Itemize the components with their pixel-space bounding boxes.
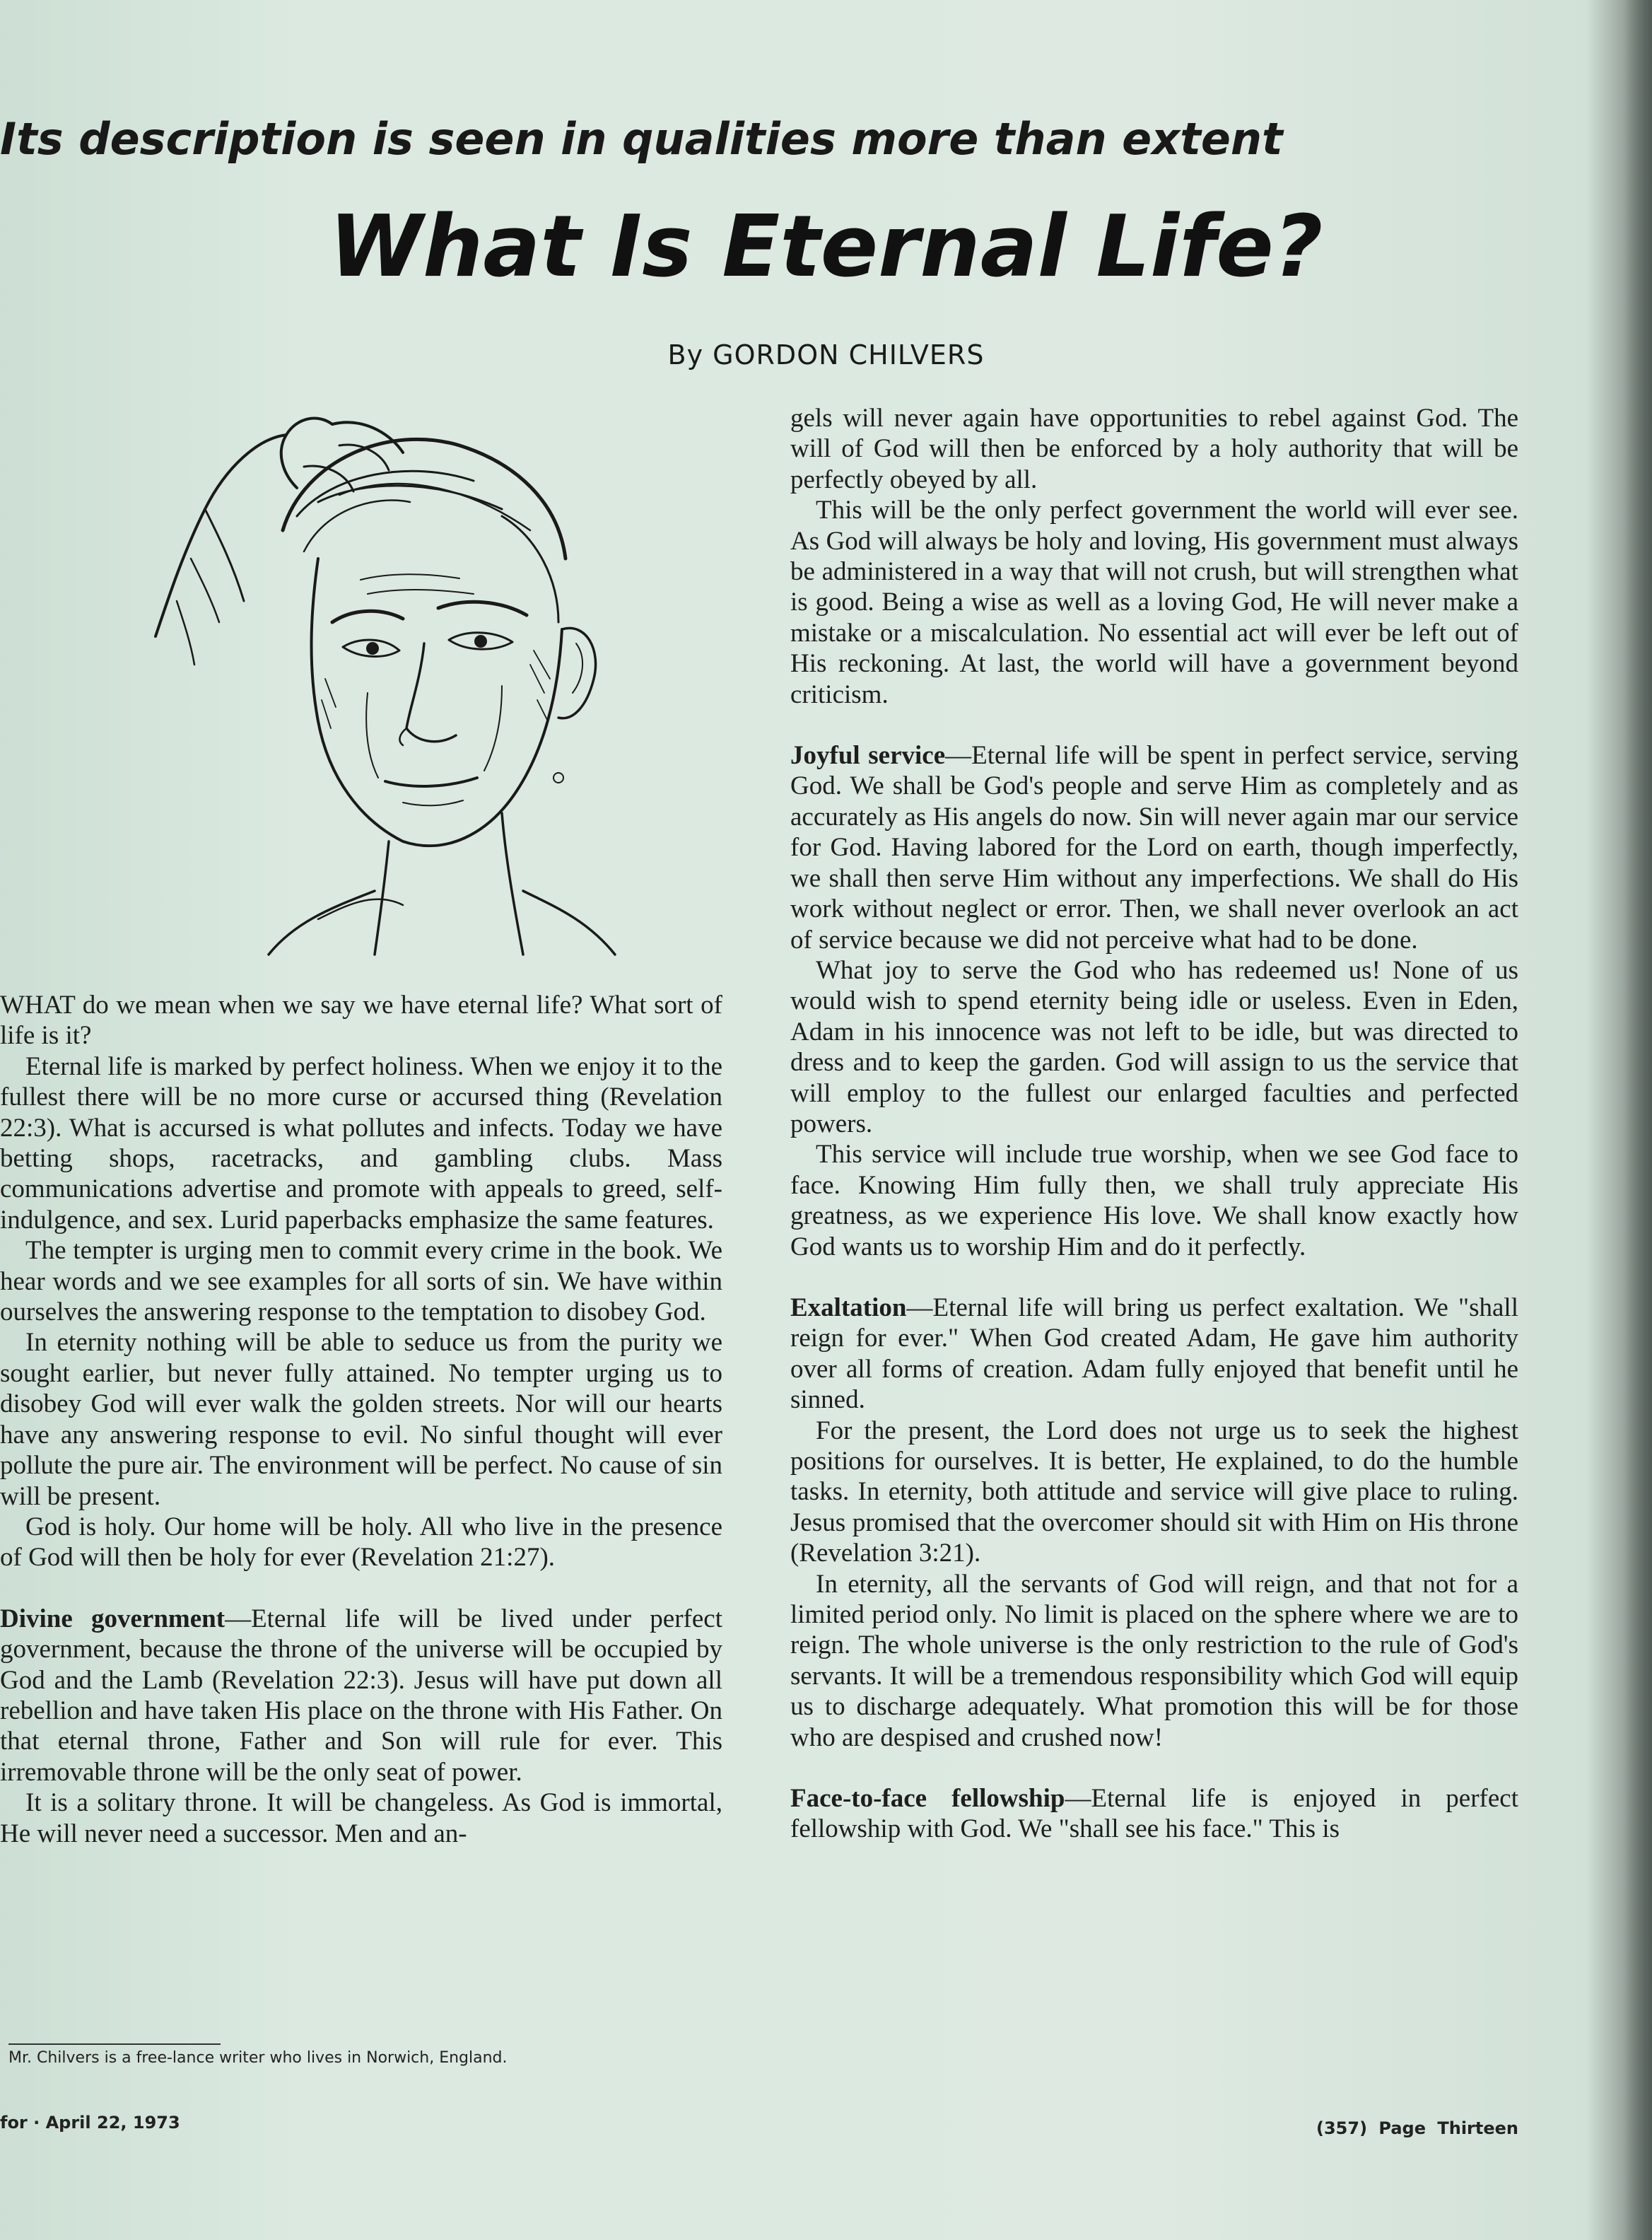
paragraph: WHAT do we mean when we say we have eternal life? What sort of life is it? xyxy=(0,991,722,1051)
section-paragraph xyxy=(790,1783,1518,1845)
article-kicker: Its description is seen in qualities more than extent xyxy=(0,113,1283,165)
paragraph: God is holy. Our home will be holy. All who live in the presence of God will then be holy for ever (Revelation 21:27). xyxy=(0,1512,722,1573)
man-face-sketch-illustration xyxy=(106,396,629,962)
paragraph: For the present, the Lord does not urge us to seek the highest positions for ourselves. It is better, He explained, to do the humble tasks. In eternity, both attitude and service will give place to ruling. Jesus promised that the overcomer should sit with Him on His throne (Revelation 3:21). xyxy=(790,1416,1518,1568)
paragraph: This service will include true worship, when we see God face to face. Knowing Him fully then, we shall truly appreciate His greatness, as we experience His love. We shall know exactly how God wants us to worship Him and do it perfectly. xyxy=(790,1140,1518,1261)
section-heading: Joyful service xyxy=(790,741,946,771)
page-edge-shadow xyxy=(1624,0,1652,2240)
paragraph: In eternity, all the servants of God will reign, and that not for a limited period only. No limit is placed on the sphere where we are to reign. The whole universe is the only restriction to the rule of God's servants. It will be a tremendous responsibility which God will equip us to discharge adequately. What promotion this will be for those who are despised and crushed now! xyxy=(790,1569,1518,1752)
article-byline: By GORDON CHILVERS xyxy=(667,339,985,371)
paragraph: gels will never again have opportunities to rebel against God. The will of God will then be enforced by a holy authority that will be perfectly obeyed by all. xyxy=(790,404,1518,494)
footnote-divider xyxy=(8,2043,221,2045)
left-text-column xyxy=(0,990,722,1849)
article-title: What Is Eternal Life? xyxy=(329,198,1323,296)
section-heading: Exaltation xyxy=(790,1293,907,1322)
paragraph: Eternal life is marked by perfect holiness. When we enjoy it to the fullest there will be no more curse or accursed thing (Revelation 22:3). What is accursed is what pollutes and infects. Today we have betting shops, racetracks, and gambling clubs. Mass communications advertise and promote with appeals to greed, self-indulgence, and sex. Lurid paperbacks emphasize the same features. xyxy=(0,1051,722,1235)
section-paragraph xyxy=(790,740,1518,955)
section-text: —Eternal life will be spent in perfect service, serving God. We shall be God's people and serve Him as completely and as accurately as His angels do now. Sin will never again mar our service for God. Having labored for the Lord on earth, though imperfectly, we shall then serve Him without any imperfections. We shall do His work without neglect or error. Then, we shall never overlook an act of service because we did not perceive what had to be done. xyxy=(790,741,1518,955)
section-paragraph xyxy=(790,1293,1518,1416)
issue-date: for · April 22, 1973 xyxy=(0,2113,180,2133)
section-text: —Eternal life will be lived under perfect government, because the throne of the universe will be occupied by God and the Lamb (Revelation 22:3). Jesus will have put down all rebellion and have taken His place on the throne with His Father. On that eternal throne, Father and Son will rule for ever. This irremovable throne will be the only seat of power. xyxy=(0,1604,722,1787)
paragraph: In eternity nothing will be able to seduce us from the purity we sought earlier, but never fully attained. No tempter urging us to disobey God will ever walk the golden streets. Nor will our hearts have any answering response to evil. No sinful thought will ever pollute the pure air. The environment will be perfect. No cause of sin will be present. xyxy=(0,1328,722,1511)
paragraph: What joy to serve the God who has redeemed us! None of us would wish to spend eternity being idle or useless. Even in Eden, Adam in his innocence was not left to be idle, but was directed to dress and to keep the garden. God will assign to us the service that will employ to the fullest our enlarged faculties and perfected powers. xyxy=(790,955,1518,1138)
author-footnote: Mr. Chilvers is a free-lance writer who lives in Norwich, England. xyxy=(8,2049,508,2067)
section-paragraph xyxy=(0,1604,722,1787)
section-text: —Eternal life will bring us perfect exaltation. We "shall reign for ever." When God created Adam, He gave him authority over all forms of creation. Adam fully enjoyed that benefit until he sinned. xyxy=(790,1293,1518,1415)
section-heading: Divine government xyxy=(0,1604,225,1633)
paragraph: The tempter is urging men to commit every crime in the book. We hear words and we see examples for all sorts of sin. We have within ourselves the answering response to the temptation to disobey God. xyxy=(0,1236,722,1327)
section-heading: Face-to-face fellowship xyxy=(790,1784,1065,1814)
right-text-column xyxy=(790,403,1518,1845)
paragraph: This will be the only perfect government the world will ever see. As God will always be holy and loving, His government must always be administered in a way that will not crush, but will strengthen what is good. Being a wise as well as a loving God, He will never make a mistake or a miscalculation. No essential act will ever be left out of His reckoning. At last, the world will have a government beyond criticism. xyxy=(790,496,1518,709)
paragraph: It is a solitary throne. It will be changeless. As God is immortal, He will never need a successor. Men and an- xyxy=(0,1788,722,1848)
section-text: —Eternal life is enjoyed in perfect fellowship with God. We "shall see his face." This is xyxy=(790,1784,1519,1844)
page-number: (357) Page Thirteen xyxy=(1316,2118,1518,2138)
